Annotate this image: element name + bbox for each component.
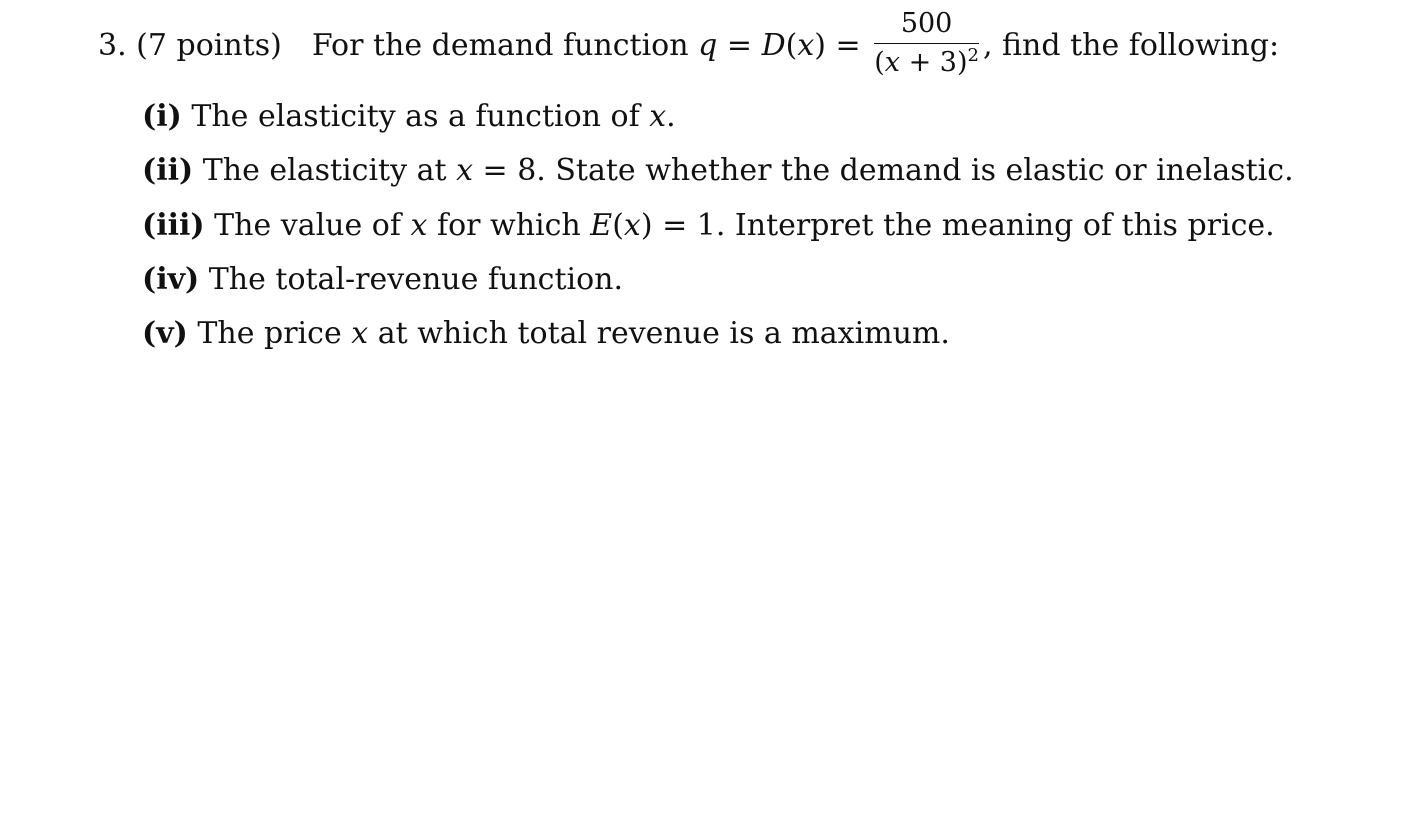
part-v: (v) The price x at which total revenue is a maximum. [142, 316, 950, 351]
problem-intro-end: , find the following: [982, 28, 1280, 63]
demand-fraction [874, 7, 979, 80]
paren-close: ) [814, 28, 826, 63]
variable-x: x [623, 208, 641, 243]
part-text: The value of [214, 208, 401, 243]
equals-sign: = [835, 28, 861, 63]
problem-number: 3. [98, 28, 127, 63]
part-label: (v) [142, 316, 188, 351]
problem-intro: For the demand function [311, 28, 689, 63]
part-text: The price [197, 316, 342, 351]
part-label: (iv) [142, 262, 200, 297]
fraction-numerator: 500 [874, 7, 979, 44]
part-iii: (iii) The value of x for which E(x) = 1. Interpret the meaning of this price. [142, 208, 1275, 243]
problem-statement [98, 7, 1280, 84]
part-text: The elasticity at [202, 153, 447, 188]
variable-x: x [456, 153, 473, 188]
equals-sign: = [726, 28, 753, 63]
paren-open: ( [785, 28, 798, 63]
part-ii: (ii) The elasticity at x = 8. State whether the demand is elastic or inelastic. [142, 153, 1294, 188]
variable-x: x [797, 28, 815, 63]
part-label: (iii) [142, 208, 205, 243]
part-text: The elasticity as a function of [191, 99, 640, 134]
problem-points: (7 points) [136, 28, 282, 63]
exponent: 2 [967, 44, 979, 66]
function-name-d: D [761, 28, 786, 63]
variable-q: q [698, 28, 718, 63]
part-iv [142, 262, 623, 298]
fraction-denominator: $(x + 3)^2$ [874, 44, 979, 78]
variable-x: x [649, 99, 667, 134]
variable-x: x [351, 316, 369, 351]
variable-x: x [410, 208, 428, 243]
part-label: (ii) [142, 153, 194, 188]
part-text: The total-revenue function. [208, 262, 624, 297]
function-name-e: E [590, 208, 613, 243]
part-label: (i) [142, 99, 182, 134]
part-i: (i) The elasticity as a function of x. [142, 99, 676, 134]
